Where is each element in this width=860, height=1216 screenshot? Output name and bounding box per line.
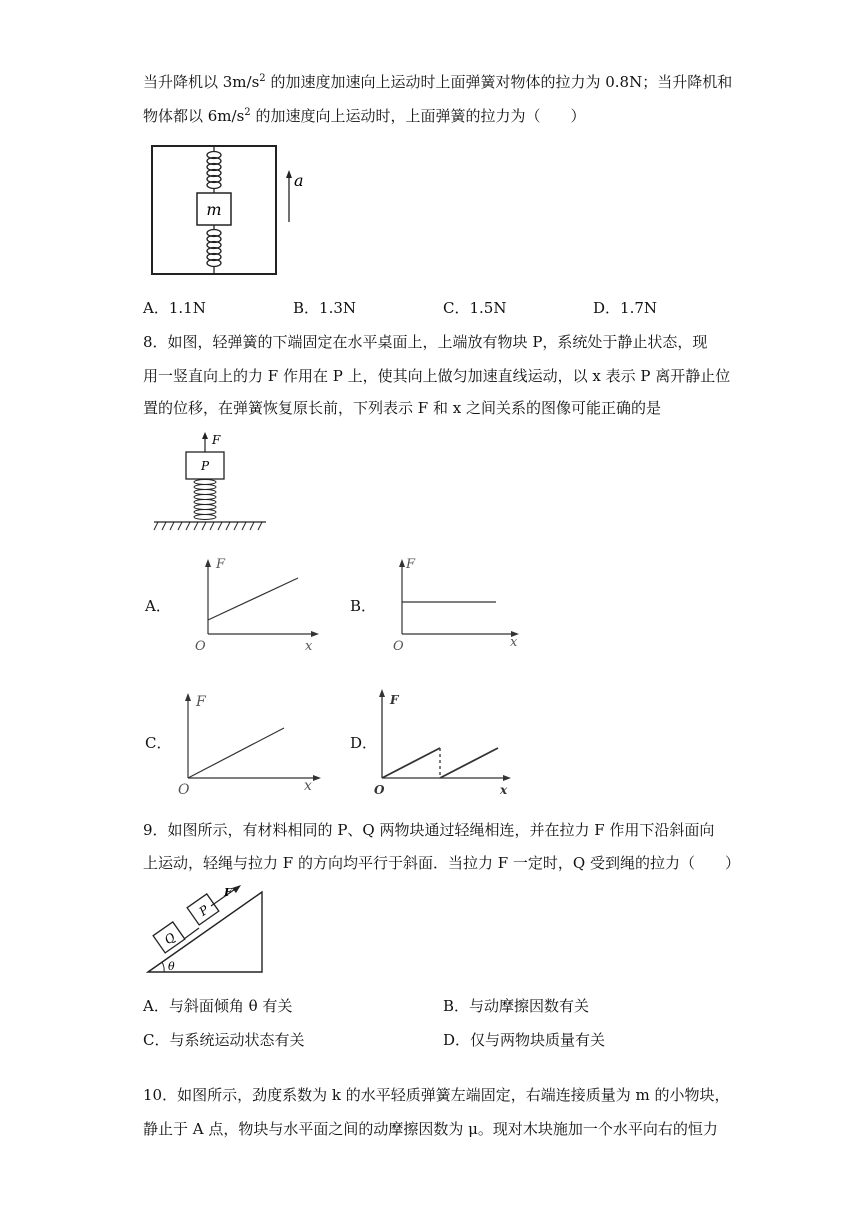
q8-spring-block-figure: [150, 430, 270, 538]
origin-label: O: [374, 783, 385, 797]
mass-label: m: [206, 200, 222, 219]
q7-line1-part-a: 当升降机以 3m/s: [143, 73, 260, 91]
q7-option-a: A．1.1N: [143, 299, 206, 317]
acceleration-label: a: [294, 171, 304, 190]
q7-line2-part-b: 的加速度向上运动时，上面弹簧的拉力为（ ）: [250, 107, 586, 125]
q8-graph-b-label: B．: [350, 597, 377, 615]
q10-text-line-1: 10．如图所示，劲度系数为 k 的水平轻质弹簧左端固定，右端连接质量为 m 的小物块，: [143, 1086, 730, 1104]
q7-elevator-figure: [146, 140, 316, 280]
angle-label: θ: [168, 960, 175, 973]
q7-text-line-2: [143, 106, 585, 126]
y-axis-label: F: [196, 694, 206, 710]
q7-option-d: D．1.7N: [593, 299, 658, 317]
q8-text-line-3: 置的位移，在弹簧恢复原长前，下列表示 F 和 x 之间关系的图像可能正确的是: [143, 399, 661, 417]
x-axis-label: x: [304, 778, 312, 794]
q7-line2-part-a: 物体都以 6m/s: [143, 107, 245, 125]
force-label: F: [212, 433, 221, 447]
q8-graph-d: [370, 686, 520, 798]
lower-spring: [207, 225, 221, 274]
q8-graph-a: [190, 550, 330, 658]
x-axis-arrowhead: [313, 775, 321, 781]
y-axis-label: F: [406, 557, 416, 572]
q10-text-line-2: 静止于 A 点，物块与水平面之间的动摩擦因数为 μ。现对木块施加一个水平向右的恒力: [143, 1120, 718, 1138]
y-axis-arrowhead: [205, 559, 211, 567]
q7-line2-superscript: 2: [244, 107, 251, 118]
y-axis-label: F: [390, 693, 399, 707]
spring: [194, 480, 216, 520]
q9-text-line-1: 9．如图所示，有材料相同的 P、Q 两物块通过轻绳相连，并在拉力 F 作用下沿斜面向: [143, 821, 715, 839]
q7-text-line-1: [143, 72, 732, 92]
q8-graph-c-label: C．: [145, 734, 172, 752]
q9-option-a: A．与斜面倾角 θ 有关: [143, 997, 293, 1015]
x-axis-label: x: [500, 783, 508, 797]
q8-graph-b: [388, 550, 528, 658]
block-p: [187, 894, 219, 925]
q8-text-line-1: 8．如图，轻弹簧的下端固定在水平桌面上，上端放有物块 P，系统处于静止状态，现: [143, 333, 708, 351]
q8-text-line-2: 用一竖直向上的力 F 作用在 P 上，使其向上做匀加速直线运动，以 x 表示 P 离开静止位: [143, 367, 731, 385]
origin-label: O: [178, 782, 190, 798]
y-axis-arrowhead: [379, 689, 385, 697]
q8-graph-a-label: A．: [145, 597, 171, 615]
x-axis-label: x: [510, 635, 518, 650]
q9-text-line-2: 上运动，轻绳与拉力 F 的方向均平行于斜面．当拉力 F 一定时，Q 受到绳的拉力（ ）: [143, 854, 740, 872]
q7-option-b: B．1.3N: [293, 299, 357, 317]
y-axis-label: F: [216, 557, 226, 572]
upper-spring: [207, 146, 221, 193]
graph-line-first: [382, 748, 440, 778]
x-axis-label: x: [305, 639, 313, 654]
q7-line1-part-b: 的加速度加速向上运动时上面弹簧对物体的拉力为 0.8N；当升降机和: [265, 73, 733, 91]
q9-option-d: D．仅与两物块质量有关: [443, 1031, 606, 1049]
angle-arc: [162, 962, 164, 972]
force-label: F: [224, 886, 232, 899]
q9-option-b: B．与动摩擦因数有关: [443, 997, 590, 1015]
y-axis-arrowhead: [399, 559, 405, 567]
block-q-label: Q: [161, 930, 178, 948]
graph-line: [188, 728, 284, 778]
block-p-label: P: [200, 459, 210, 473]
table-hatching: [154, 522, 262, 530]
q9-incline-figure: [144, 884, 274, 978]
q7-line1-superscript: 2: [259, 73, 266, 84]
x-axis-arrowhead: [311, 631, 319, 637]
graph-line: [208, 578, 298, 620]
q8-graph-c: [176, 686, 326, 798]
block-q: [153, 922, 185, 953]
graph-line-second: [440, 748, 498, 778]
force-arrowhead: [202, 432, 208, 439]
origin-label: O: [195, 639, 206, 654]
q9-option-c: C．与系统运动状态有关: [143, 1031, 305, 1049]
acceleration-arrowhead: [286, 170, 292, 178]
y-axis-arrowhead: [185, 693, 191, 701]
origin-label: O: [393, 639, 404, 654]
x-axis-arrowhead: [503, 775, 511, 781]
force-arrowhead: [232, 885, 241, 893]
q8-graph-d-label: D．: [350, 734, 378, 752]
block-p-label: P: [196, 902, 212, 919]
q7-option-c: C．1.5N: [443, 299, 507, 317]
